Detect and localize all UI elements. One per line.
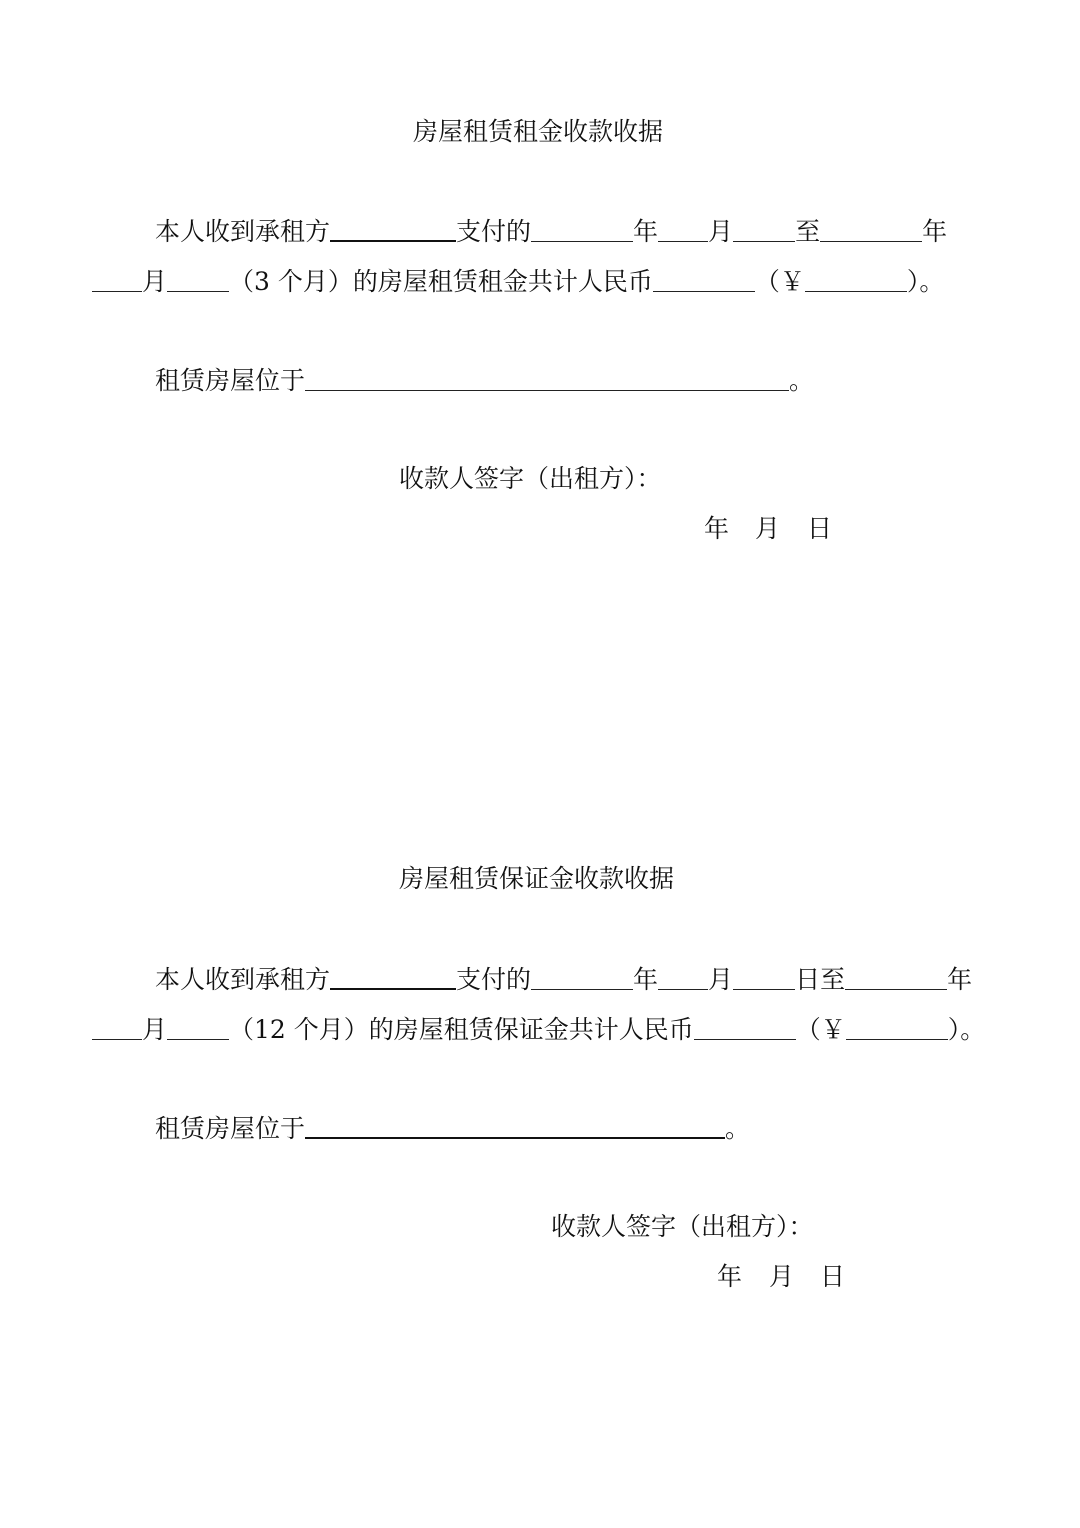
receipt2-text: 月 bbox=[708, 965, 734, 994]
start-year-blank[interactable] bbox=[531, 965, 633, 990]
receipt2-text: 月 bbox=[142, 1015, 168, 1044]
receipt1-text: （3 个月）的房屋租赁租金共计人民币 bbox=[229, 267, 653, 296]
location-label: 租赁房屋位于 bbox=[155, 1114, 306, 1143]
receipt1-date-year: 年 bbox=[704, 514, 730, 543]
start-day-blank[interactable] bbox=[733, 965, 795, 990]
location-label: 租赁房屋位于 bbox=[155, 366, 306, 395]
receipt1-text: 支付的 bbox=[456, 217, 532, 246]
receipt2-text: （12 个月）的房屋租赁保证金共计人民币 bbox=[229, 1015, 694, 1044]
location-end: 。 bbox=[725, 1114, 751, 1143]
receipt2-text: 支付的 bbox=[456, 965, 532, 994]
location-blank[interactable] bbox=[305, 366, 789, 391]
receipt1-date-day: 日 bbox=[807, 514, 833, 543]
receipt1-text: 至 bbox=[795, 217, 821, 246]
receipt2-date-month: 月 bbox=[769, 1262, 795, 1291]
receipt2-text: 本人收到承租方 bbox=[155, 965, 331, 994]
receipt2-text: ）。 bbox=[947, 1015, 986, 1044]
receipt1-title: 房屋租赁租金收款收据 bbox=[413, 117, 664, 146]
tenant-name-blank[interactable] bbox=[330, 216, 456, 242]
location-end: 。 bbox=[789, 366, 815, 395]
end-month-blank[interactable] bbox=[92, 267, 142, 292]
receipt2-date-day: 日 bbox=[820, 1262, 846, 1291]
receipt1-date-month: 月 bbox=[755, 514, 781, 543]
receipt2-paragraph-line2 bbox=[92, 1014, 985, 1046]
receipt1-text: 本人收到承租方 bbox=[155, 217, 331, 246]
receipt1-text: 年 bbox=[922, 217, 948, 246]
location-blank[interactable] bbox=[305, 1113, 725, 1139]
end-year-blank[interactable] bbox=[820, 217, 922, 242]
receipt1-text: 年 bbox=[633, 217, 659, 246]
receipt1-paragraph-line1 bbox=[155, 216, 947, 248]
receipt1-text: （￥ bbox=[754, 267, 805, 296]
receipt1-text: 月 bbox=[142, 267, 168, 296]
receipt1-location-line bbox=[155, 365, 814, 397]
receipt2-paragraph-line1 bbox=[155, 964, 972, 996]
amount-words-blank[interactable] bbox=[653, 267, 755, 292]
receipt1-text: 月 bbox=[708, 217, 734, 246]
start-day-blank[interactable] bbox=[733, 217, 795, 242]
receipt1-text: ）。 bbox=[906, 267, 945, 296]
start-month-blank[interactable] bbox=[658, 217, 708, 242]
receipt2-location-line bbox=[155, 1113, 750, 1145]
receipt2-text: 年 bbox=[633, 965, 659, 994]
end-day-blank[interactable] bbox=[167, 1015, 229, 1040]
receipt2-date-year: 年 bbox=[717, 1262, 743, 1291]
start-month-blank[interactable] bbox=[658, 965, 708, 990]
amount-figures-blank[interactable] bbox=[805, 267, 907, 292]
receipt2-text: （￥ bbox=[795, 1015, 846, 1044]
end-day-blank[interactable] bbox=[167, 267, 229, 292]
receipt2-text: 日至 bbox=[795, 965, 846, 994]
amount-figures-blank[interactable] bbox=[846, 1015, 948, 1040]
amount-words-blank[interactable] bbox=[694, 1015, 796, 1040]
start-year-blank[interactable] bbox=[531, 217, 633, 242]
receipt1-signature-label: 收款人签字（出租方）： bbox=[399, 464, 662, 493]
end-year-blank[interactable] bbox=[845, 965, 947, 990]
receipt1-paragraph-line2 bbox=[92, 266, 944, 298]
end-month-blank[interactable] bbox=[92, 1015, 142, 1040]
receipt2-title: 房屋租赁保证金收款收据 bbox=[399, 864, 675, 893]
receipt2-text: 年 bbox=[947, 965, 973, 994]
tenant-name-blank[interactable] bbox=[330, 964, 456, 990]
receipt2-signature-label: 收款人签字（出租方）： bbox=[551, 1212, 814, 1241]
